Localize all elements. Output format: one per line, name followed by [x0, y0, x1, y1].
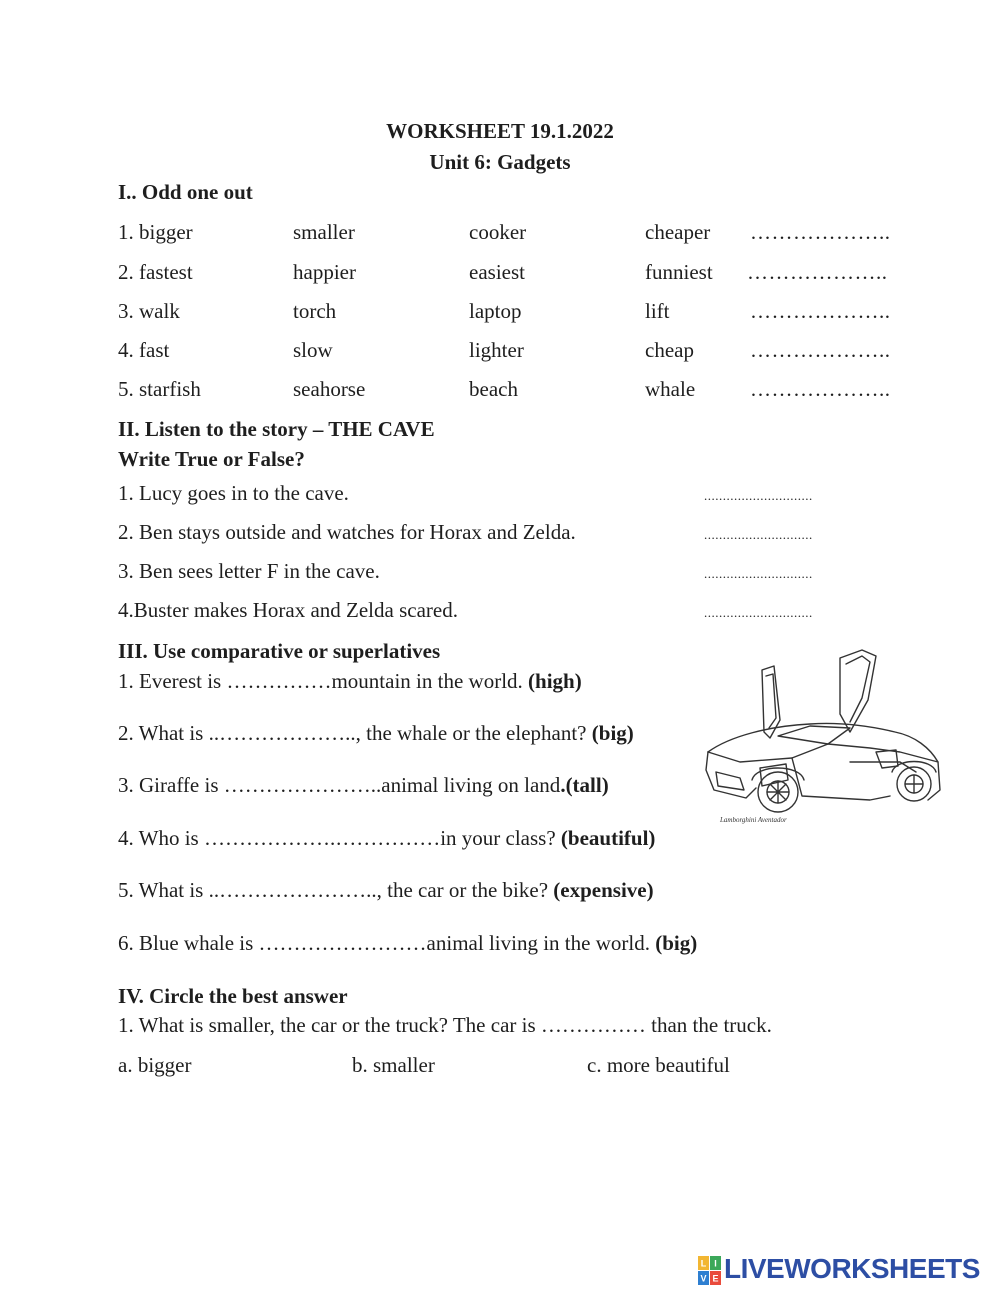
odd-word: beach — [469, 377, 518, 401]
odd-word: cheaper — [645, 220, 711, 244]
sports-car-illustration — [700, 640, 945, 830]
comparative-text: 6. Blue whale is ……………………animal living in the world. — [118, 931, 656, 955]
true-false-item: 2. Ben stays outside and watches for Horax and Zelda. — [118, 520, 576, 544]
odd-word: 4. fast — [118, 338, 170, 362]
odd-word: 5. starfish — [118, 377, 201, 401]
odd-word: 3. walk — [118, 299, 180, 323]
odd-word: smaller — [293, 220, 355, 244]
worksheet-subtitle: Unit 6: Gadgets — [429, 150, 571, 174]
option-b[interactable]: b. smaller — [352, 1053, 435, 1077]
liveworksheets-logo-text[interactable]: LIVEWORKSHEETS — [724, 1253, 980, 1284]
odd-word: cooker — [469, 220, 527, 244]
comparative-text: 2. What is ..……………….., the whale or the elephant? — [118, 721, 592, 745]
true-false-blank[interactable]: ............................. — [704, 527, 813, 542]
comparative-item — [118, 723, 634, 744]
section3-heading: III. Use comparative or superlatives — [118, 639, 441, 663]
comparative-item — [118, 828, 655, 849]
comparative-item — [118, 671, 582, 692]
odd-word: lighter — [469, 338, 524, 362]
true-false-item: 4.Buster makes Horax and Zelda scared. — [118, 598, 458, 622]
odd-word: happier — [293, 260, 356, 284]
logo-letter: V — [700, 1273, 707, 1284]
odd-word: laptop — [469, 299, 522, 323]
odd-word: seahorse — [293, 377, 366, 401]
comparative-item — [118, 775, 609, 796]
option-a[interactable]: a. bigger — [118, 1053, 192, 1077]
comparative-text: 4. Who is ……………….……………in your class? — [118, 826, 561, 850]
odd-word: lift — [645, 299, 670, 323]
odd-word: slow — [293, 338, 333, 362]
odd-word: 1. bigger — [118, 220, 193, 244]
comparative-item — [118, 880, 654, 901]
odd-word: 2. fastest — [118, 260, 193, 284]
comparative-hint: (beautiful) — [560, 826, 656, 850]
section2-subheading: Write True or False? — [118, 447, 305, 471]
logo-letter: I — [714, 1258, 717, 1269]
answer-blank[interactable]: ……………….. — [747, 260, 888, 284]
true-false-blank[interactable]: ............................. — [704, 605, 813, 620]
section2-heading: II. Listen to the story – THE CAVE — [118, 417, 435, 441]
comparative-text: 1. Everest is ……………mountain in the world. — [118, 669, 529, 693]
car-caption: Lamborghini Aventador — [720, 816, 787, 824]
true-false-item: 1. Lucy goes in to the cave. — [118, 481, 349, 505]
comparative-hint: (expensive) — [553, 878, 654, 902]
multiple-choice-question: 1. What is smaller, the car or the truck? The car is …………… than the truck. — [118, 1013, 772, 1037]
comparative-hint: (high) — [528, 669, 582, 693]
option-c[interactable]: c. more beautiful — [587, 1053, 730, 1077]
comparative-hint: (big) — [655, 931, 698, 955]
logo-letter: L — [700, 1258, 707, 1269]
section1-heading: I.. Odd one out — [118, 180, 253, 204]
true-false-item: 3. Ben sees letter F in the cave. — [118, 559, 380, 583]
odd-word: easiest — [469, 260, 525, 284]
answer-blank[interactable]: ……………….. — [750, 220, 891, 244]
logo-letter: E — [712, 1273, 719, 1284]
comparative-text: 5. What is ..………………….., the car or the bike? — [118, 878, 554, 902]
liveworksheets-logo-icon — [698, 1256, 722, 1286]
worksheet-title: WORKSHEET 19.1.2022 — [386, 119, 614, 143]
answer-blank[interactable]: ……………….. — [750, 338, 891, 362]
odd-word: torch — [293, 299, 337, 323]
comparative-text: 3. Giraffe is …………………..animal living on land — [118, 773, 561, 797]
comparative-hint: .(tall) — [560, 773, 609, 797]
answer-blank[interactable]: ……………….. — [750, 377, 891, 401]
odd-word: whale — [645, 377, 696, 401]
comparative-item — [118, 933, 697, 954]
comparative-hint: (big) — [591, 721, 634, 745]
true-false-blank[interactable]: ............................. — [704, 488, 813, 503]
odd-word: cheap — [645, 338, 694, 362]
odd-word: funniest — [645, 260, 713, 284]
true-false-blank[interactable]: ............................. — [704, 566, 813, 581]
section4-heading: IV. Circle the best answer — [118, 984, 348, 1008]
answer-blank[interactable]: ……………….. — [750, 299, 891, 323]
